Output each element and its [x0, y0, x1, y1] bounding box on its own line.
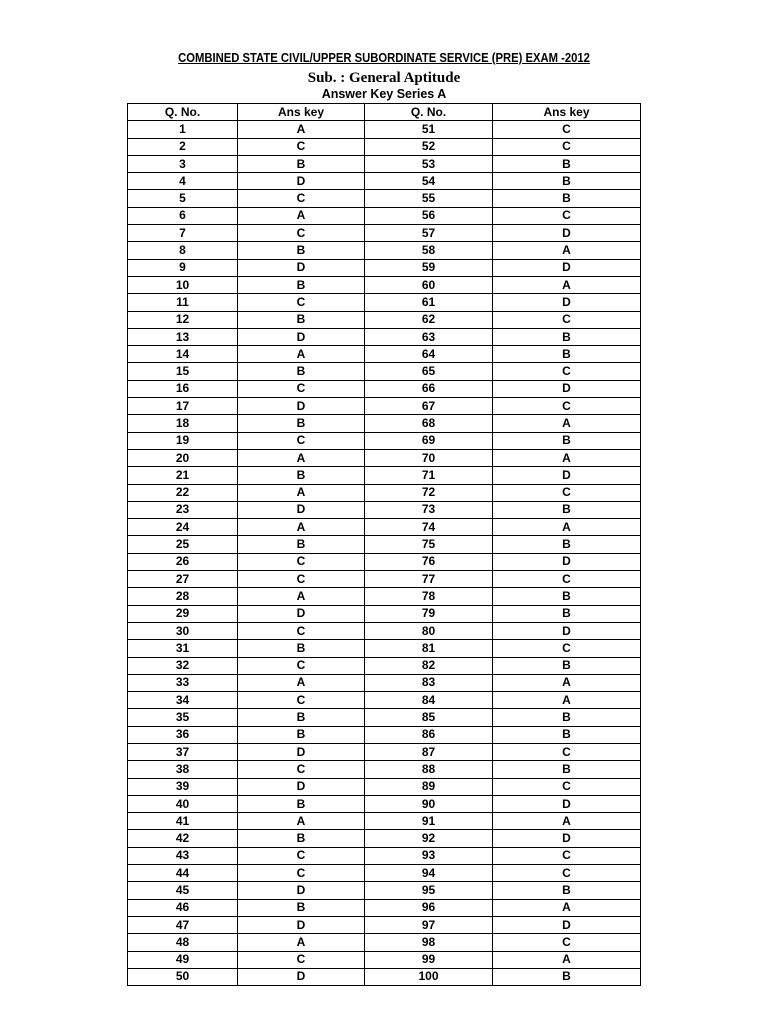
- cell-qno-left: 9: [128, 259, 238, 276]
- cell-qno-left: 5: [128, 190, 238, 207]
- cell-qno-right: 97: [365, 916, 493, 933]
- cell-anskey-left: B: [238, 709, 365, 726]
- cell-qno-left: 24: [128, 519, 238, 536]
- cell-qno-right: 89: [365, 778, 493, 795]
- cell-qno-right: 93: [365, 847, 493, 864]
- cell-anskey-right: D: [493, 259, 641, 276]
- table-row: [128, 813, 641, 830]
- table-row: [128, 726, 641, 743]
- cell-anskey-right: B: [493, 346, 641, 363]
- cell-qno-right: 51: [365, 121, 493, 138]
- cell-qno-left: 4: [128, 173, 238, 190]
- cell-qno-left: 12: [128, 311, 238, 328]
- cell-anskey-left: C: [238, 657, 365, 674]
- table-row: [128, 882, 641, 899]
- cell-anskey-right: B: [493, 501, 641, 518]
- cell-qno-right: 69: [365, 432, 493, 449]
- cell-qno-left: 36: [128, 726, 238, 743]
- cell-qno-right: 59: [365, 259, 493, 276]
- cell-anskey-left: D: [238, 259, 365, 276]
- cell-anskey-left: A: [238, 121, 365, 138]
- cell-anskey-right: D: [493, 380, 641, 397]
- table-row: [128, 190, 641, 207]
- cell-qno-left: 32: [128, 657, 238, 674]
- table-row: [128, 709, 641, 726]
- cell-anskey-right: B: [493, 605, 641, 622]
- cell-anskey-left: A: [238, 207, 365, 224]
- cell-qno-left: 13: [128, 328, 238, 345]
- cell-anskey-right: B: [493, 761, 641, 778]
- cell-qno-left: 33: [128, 674, 238, 691]
- cell-qno-right: 60: [365, 276, 493, 293]
- cell-anskey-right: C: [493, 207, 641, 224]
- cell-qno-left: 22: [128, 484, 238, 501]
- header-qno-right: Q. No.: [365, 104, 493, 121]
- cell-qno-right: 79: [365, 605, 493, 622]
- table-row: [128, 916, 641, 933]
- cell-anskey-left: B: [238, 155, 365, 172]
- cell-anskey-left: C: [238, 951, 365, 968]
- cell-anskey-right: C: [493, 934, 641, 951]
- table-row: [128, 830, 641, 847]
- cell-anskey-left: B: [238, 536, 365, 553]
- cell-qno-left: 34: [128, 692, 238, 709]
- cell-anskey-right: D: [493, 622, 641, 639]
- cell-qno-left: 6: [128, 207, 238, 224]
- table-row: [128, 536, 641, 553]
- cell-qno-right: 61: [365, 294, 493, 311]
- cell-anskey-left: C: [238, 622, 365, 639]
- table-row: [128, 225, 641, 242]
- cell-qno-right: 56: [365, 207, 493, 224]
- cell-anskey-right: C: [493, 847, 641, 864]
- cell-anskey-left: C: [238, 847, 365, 864]
- table-row: [128, 363, 641, 380]
- table-row: [128, 380, 641, 397]
- cell-qno-left: 37: [128, 743, 238, 760]
- cell-qno-right: 58: [365, 242, 493, 259]
- cell-qno-left: 41: [128, 813, 238, 830]
- cell-anskey-right: C: [493, 640, 641, 657]
- cell-qno-right: 87: [365, 743, 493, 760]
- cell-qno-right: 96: [365, 899, 493, 916]
- series-line: Answer Key Series A: [321, 87, 447, 101]
- cell-qno-right: 81: [365, 640, 493, 657]
- cell-anskey-left: C: [238, 692, 365, 709]
- cell-anskey-right: B: [493, 155, 641, 172]
- table-row: [128, 968, 641, 985]
- cell-qno-right: 80: [365, 622, 493, 639]
- cell-qno-left: 45: [128, 882, 238, 899]
- cell-qno-right: 75: [365, 536, 493, 553]
- table-row: [128, 155, 641, 172]
- table-row: [128, 553, 641, 570]
- cell-anskey-left: C: [238, 432, 365, 449]
- cell-anskey-left: A: [238, 588, 365, 605]
- cell-anskey-left: C: [238, 138, 365, 155]
- cell-anskey-left: A: [238, 346, 365, 363]
- cell-anskey-right: A: [493, 813, 641, 830]
- table-row: [128, 173, 641, 190]
- table-row: [128, 398, 641, 415]
- cell-anskey-left: D: [238, 882, 365, 899]
- cell-qno-right: 92: [365, 830, 493, 847]
- cell-qno-right: 74: [365, 519, 493, 536]
- subject-line: Sub. : General Aptitude: [307, 70, 461, 86]
- cell-anskey-right: B: [493, 968, 641, 985]
- cell-qno-left: 17: [128, 398, 238, 415]
- cell-qno-right: 71: [365, 467, 493, 484]
- cell-qno-right: 94: [365, 865, 493, 882]
- cell-qno-left: 42: [128, 830, 238, 847]
- cell-anskey-left: D: [238, 968, 365, 985]
- cell-anskey-right: B: [493, 536, 641, 553]
- cell-qno-right: 70: [365, 449, 493, 466]
- table-row: [128, 121, 641, 138]
- cell-qno-right: 68: [365, 415, 493, 432]
- cell-qno-left: 7: [128, 225, 238, 242]
- table-row: [128, 795, 641, 812]
- cell-qno-right: 73: [365, 501, 493, 518]
- table-row: [128, 276, 641, 293]
- table-row: [128, 640, 641, 657]
- cell-anskey-right: B: [493, 432, 641, 449]
- cell-anskey-right: D: [493, 553, 641, 570]
- cell-anskey-left: C: [238, 190, 365, 207]
- cell-anskey-left: D: [238, 501, 365, 518]
- cell-anskey-left: A: [238, 449, 365, 466]
- cell-anskey-right: B: [493, 328, 641, 345]
- cell-qno-left: 20: [128, 449, 238, 466]
- table-row: [128, 328, 641, 345]
- cell-qno-left: 48: [128, 934, 238, 951]
- cell-anskey-right: A: [493, 899, 641, 916]
- table-row: [128, 432, 641, 449]
- cell-qno-right: 84: [365, 692, 493, 709]
- table-row: [128, 605, 641, 622]
- cell-qno-left: 43: [128, 847, 238, 864]
- cell-qno-left: 46: [128, 899, 238, 916]
- cell-anskey-left: D: [238, 398, 365, 415]
- table-row: [128, 951, 641, 968]
- cell-qno-left: 40: [128, 795, 238, 812]
- cell-qno-left: 8: [128, 242, 238, 259]
- cell-qno-left: 39: [128, 778, 238, 795]
- table-row: [128, 571, 641, 588]
- cell-anskey-left: B: [238, 363, 365, 380]
- cell-anskey-right: B: [493, 173, 641, 190]
- cell-anskey-left: B: [238, 726, 365, 743]
- table-row: [128, 484, 641, 501]
- cell-qno-right: 82: [365, 657, 493, 674]
- cell-qno-right: 100: [365, 968, 493, 985]
- cell-qno-left: 27: [128, 571, 238, 588]
- cell-anskey-left: B: [238, 311, 365, 328]
- cell-anskey-right: A: [493, 951, 641, 968]
- header-anskey-left: Ans key: [238, 104, 365, 121]
- table-row: [128, 743, 641, 760]
- cell-anskey-right: A: [493, 415, 641, 432]
- cell-qno-right: 78: [365, 588, 493, 605]
- cell-qno-right: 85: [365, 709, 493, 726]
- cell-qno-left: 31: [128, 640, 238, 657]
- cell-qno-right: 57: [365, 225, 493, 242]
- cell-qno-left: 19: [128, 432, 238, 449]
- cell-anskey-right: B: [493, 709, 641, 726]
- cell-anskey-left: A: [238, 484, 365, 501]
- cell-qno-right: 83: [365, 674, 493, 691]
- table-row: [128, 449, 641, 466]
- cell-qno-right: 95: [365, 882, 493, 899]
- cell-qno-left: 16: [128, 380, 238, 397]
- cell-anskey-right: C: [493, 743, 641, 760]
- table-row: [128, 761, 641, 778]
- cell-qno-left: 30: [128, 622, 238, 639]
- header-anskey-right: Ans key: [493, 104, 641, 121]
- cell-qno-left: 21: [128, 467, 238, 484]
- table-row: [128, 622, 641, 639]
- cell-anskey-right: D: [493, 830, 641, 847]
- cell-anskey-left: B: [238, 899, 365, 916]
- cell-anskey-right: B: [493, 726, 641, 743]
- cell-anskey-left: C: [238, 380, 365, 397]
- cell-qno-left: 11: [128, 294, 238, 311]
- cell-qno-left: 49: [128, 951, 238, 968]
- cell-anskey-left: D: [238, 916, 365, 933]
- table-row: [128, 294, 641, 311]
- cell-qno-right: 55: [365, 190, 493, 207]
- cell-anskey-right: C: [493, 571, 641, 588]
- cell-anskey-left: C: [238, 865, 365, 882]
- cell-qno-left: 2: [128, 138, 238, 155]
- cell-anskey-right: D: [493, 467, 641, 484]
- cell-qno-right: 52: [365, 138, 493, 155]
- cell-qno-left: 15: [128, 363, 238, 380]
- table-row: [128, 657, 641, 674]
- table-row: [128, 778, 641, 795]
- cell-anskey-right: B: [493, 588, 641, 605]
- cell-qno-right: 77: [365, 571, 493, 588]
- cell-qno-left: 25: [128, 536, 238, 553]
- table-row: [128, 674, 641, 691]
- cell-qno-left: 29: [128, 605, 238, 622]
- cell-anskey-right: C: [493, 398, 641, 415]
- cell-qno-right: 90: [365, 795, 493, 812]
- table-row: [128, 847, 641, 864]
- cell-anskey-left: A: [238, 674, 365, 691]
- cell-anskey-left: B: [238, 415, 365, 432]
- cell-anskey-right: A: [493, 692, 641, 709]
- cell-qno-right: 62: [365, 311, 493, 328]
- cell-anskey-right: D: [493, 795, 641, 812]
- cell-anskey-right: B: [493, 657, 641, 674]
- cell-qno-left: 38: [128, 761, 238, 778]
- cell-anskey-left: C: [238, 761, 365, 778]
- cell-anskey-right: D: [493, 225, 641, 242]
- cell-qno-left: 10: [128, 276, 238, 293]
- exam-title-text: COMBINED STATE CIVIL/UPPER SUBORDINATE SERVICE (PRE) EXAM -2012: [178, 51, 590, 65]
- cell-anskey-right: A: [493, 449, 641, 466]
- table-row: [128, 501, 641, 518]
- cell-qno-right: 99: [365, 951, 493, 968]
- cell-anskey-left: A: [238, 519, 365, 536]
- exam-title: [38, 51, 729, 65]
- cell-qno-right: 66: [365, 380, 493, 397]
- cell-qno-right: 65: [365, 363, 493, 380]
- cell-qno-left: 23: [128, 501, 238, 518]
- cell-anskey-left: B: [238, 795, 365, 812]
- cell-qno-left: 26: [128, 553, 238, 570]
- cell-qno-right: 91: [365, 813, 493, 830]
- cell-qno-left: 18: [128, 415, 238, 432]
- cell-anskey-right: A: [493, 276, 641, 293]
- cell-anskey-right: C: [493, 778, 641, 795]
- cell-anskey-left: B: [238, 640, 365, 657]
- cell-anskey-left: C: [238, 294, 365, 311]
- cell-anskey-right: A: [493, 519, 641, 536]
- cell-anskey-left: C: [238, 571, 365, 588]
- cell-qno-left: 50: [128, 968, 238, 985]
- table-row: [128, 865, 641, 882]
- cell-anskey-left: D: [238, 328, 365, 345]
- table-row: [128, 346, 641, 363]
- cell-anskey-left: D: [238, 743, 365, 760]
- table-row: [128, 588, 641, 605]
- cell-anskey-right: C: [493, 138, 641, 155]
- cell-anskey-left: C: [238, 553, 365, 570]
- table-row: [128, 207, 641, 224]
- table-row: [128, 934, 641, 951]
- cell-anskey-right: C: [493, 311, 641, 328]
- cell-anskey-left: C: [238, 225, 365, 242]
- table-row: [128, 415, 641, 432]
- cell-qno-right: 76: [365, 553, 493, 570]
- cell-anskey-left: A: [238, 813, 365, 830]
- cell-qno-left: 44: [128, 865, 238, 882]
- table-row: [128, 259, 641, 276]
- cell-qno-left: 28: [128, 588, 238, 605]
- cell-qno-left: 3: [128, 155, 238, 172]
- cell-anskey-right: B: [493, 190, 641, 207]
- cell-qno-right: 86: [365, 726, 493, 743]
- cell-anskey-right: C: [493, 363, 641, 380]
- cell-qno-right: 54: [365, 173, 493, 190]
- cell-anskey-left: B: [238, 276, 365, 293]
- answer-key-table: [127, 103, 641, 986]
- cell-anskey-right: C: [493, 121, 641, 138]
- cell-qno-right: 67: [365, 398, 493, 415]
- table-row: [128, 138, 641, 155]
- table-row: [128, 242, 641, 259]
- table-row: [128, 899, 641, 916]
- table-row: [128, 692, 641, 709]
- cell-qno-right: 64: [365, 346, 493, 363]
- cell-anskey-left: A: [238, 934, 365, 951]
- cell-anskey-left: D: [238, 173, 365, 190]
- cell-anskey-left: B: [238, 467, 365, 484]
- cell-anskey-left: B: [238, 242, 365, 259]
- cell-anskey-right: D: [493, 294, 641, 311]
- cell-anskey-left: D: [238, 778, 365, 795]
- cell-qno-right: 63: [365, 328, 493, 345]
- header-qno-left: Q. No.: [128, 104, 238, 121]
- cell-anskey-right: C: [493, 865, 641, 882]
- table-row: [128, 311, 641, 328]
- cell-qno-left: 14: [128, 346, 238, 363]
- cell-qno-left: 1: [128, 121, 238, 138]
- cell-anskey-left: D: [238, 605, 365, 622]
- cell-qno-left: 35: [128, 709, 238, 726]
- cell-qno-left: 47: [128, 916, 238, 933]
- cell-anskey-right: D: [493, 916, 641, 933]
- cell-qno-right: 88: [365, 761, 493, 778]
- header-row: [128, 104, 641, 121]
- cell-anskey-left: B: [238, 830, 365, 847]
- table-row: [128, 467, 641, 484]
- cell-qno-right: 98: [365, 934, 493, 951]
- cell-anskey-right: C: [493, 484, 641, 501]
- table-row: [128, 519, 641, 536]
- cell-anskey-right: A: [493, 674, 641, 691]
- cell-anskey-right: B: [493, 882, 641, 899]
- cell-anskey-right: A: [493, 242, 641, 259]
- answer-key-body: [128, 121, 641, 986]
- cell-qno-right: 53: [365, 155, 493, 172]
- cell-qno-right: 72: [365, 484, 493, 501]
